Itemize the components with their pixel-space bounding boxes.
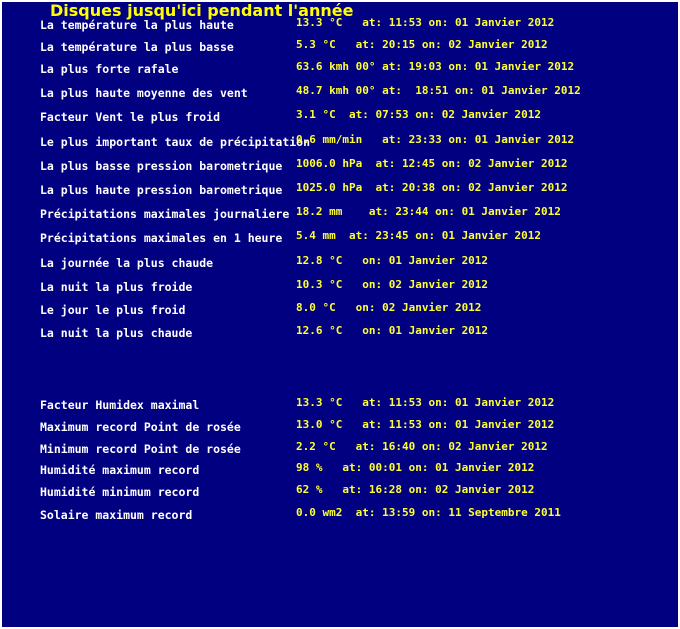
record-value: 18.2 mm at: 23:44 on: 01 Janvier 2012 [296,205,561,218]
record-value: 5.4 mm at: 23:45 on: 01 Janvier 2012 [296,229,542,242]
record-value: 12.8 °C on: 01 Janvier 2012 [296,254,489,267]
record-row-rain-rate [2,132,678,152]
record-row-temp-min [2,37,678,57]
record-row-avg-wind [2,83,678,103]
record-value: 0.0 wm2 at: 13:59 on: 11 Septembre 2011 [296,506,561,519]
record-row-solar-max [2,505,678,525]
record-value: 1025.0 hPa at: 20:38 on: 02 Janvier 2012 [296,181,568,194]
record-row-dewpoint-max [2,417,678,437]
record-row-warmest-night [2,323,678,343]
record-label: Maximum record Point de rosée [40,420,241,434]
record-label: Précipitations maximales en 1 heure [40,231,283,245]
record-label: La température la plus basse [40,40,234,54]
record-row-dewpoint-min [2,439,678,459]
record-row-gust [2,59,678,79]
record-label: La plus haute moyenne des vent [40,86,248,100]
record-value: 10.3 °C on: 02 Janvier 2012 [296,278,489,291]
record-value: 63.6 kmh 00° at: 19:03 on: 01 Janvier 2012 [296,60,575,73]
page-title: Disques jusqu'ici pendant l'année [50,2,354,20]
record-label: La plus forte rafale [40,62,179,76]
record-label: Humidité minimum record [40,485,200,499]
record-value: 13.3 °C at: 11:53 on: 01 Janvier 2012 [296,396,555,409]
record-label: La température la plus haute [40,18,234,32]
record-row-pressure-max [2,180,678,200]
record-label: Solaire maximum record [40,508,193,522]
record-row-coldest-day [2,300,678,320]
record-label: Minimum record Point de rosée [40,442,241,456]
record-label: La journée la plus chaude [40,256,214,270]
record-value: 13.0 °C at: 11:53 on: 01 Janvier 2012 [296,418,555,431]
record-value: 13.3 °C at: 11:53 on: 01 Janvier 2012 [296,16,555,29]
record-label: Le jour le plus froid [40,303,186,317]
record-row-wind-chill [2,107,678,127]
record-row-humidity-max [2,460,678,480]
record-value: 2.2 °C at: 16:40 on: 02 Janvier 2012 [296,440,548,453]
record-label: Humidité maximum record [40,463,200,477]
record-row-temp-max [2,15,678,35]
record-value: 8.0 °C on: 02 Janvier 2012 [296,301,482,314]
record-label: Précipitations maximales journaliere [40,207,290,221]
record-row-humidity-min [2,482,678,502]
records-panel [2,2,678,627]
record-value: 12.6 °C on: 01 Janvier 2012 [296,324,489,337]
record-value: 0.6 mm/min at: 23:33 on: 01 Janvier 2012 [296,133,575,146]
record-label: Facteur Humidex maximal [40,398,200,412]
record-row-rain-hourly [2,228,678,248]
record-value: 48.7 kmh 00° at: 18:51 on: 01 Janvier 2012 [296,84,581,97]
record-label: La nuit la plus chaude [40,326,193,340]
record-row-humidex [2,395,678,415]
record-label: La plus haute pression barometrique [40,183,283,197]
record-value: 3.1 °C at: 07:53 on: 02 Janvier 2012 [296,108,542,121]
record-label: La nuit la plus froide [40,280,193,294]
record-row-rain-daily [2,204,678,224]
record-label: Facteur Vent le plus froid [40,110,221,124]
record-value: 5.3 °C at: 20:15 on: 02 Janvier 2012 [296,38,548,51]
record-row-warmest-day [2,253,678,273]
record-value: 98 % at: 00:01 on: 01 Janvier 2012 [296,461,535,474]
record-row-coldest-night [2,277,678,297]
record-value: 62 % at: 16:28 on: 02 Janvier 2012 [296,483,535,496]
record-label: La plus basse pression barometrique [40,159,283,173]
record-row-pressure-min [2,156,678,176]
record-value: 1006.0 hPa at: 12:45 on: 02 Janvier 2012 [296,157,568,170]
record-label: Le plus important taux de précipitation [40,135,311,149]
